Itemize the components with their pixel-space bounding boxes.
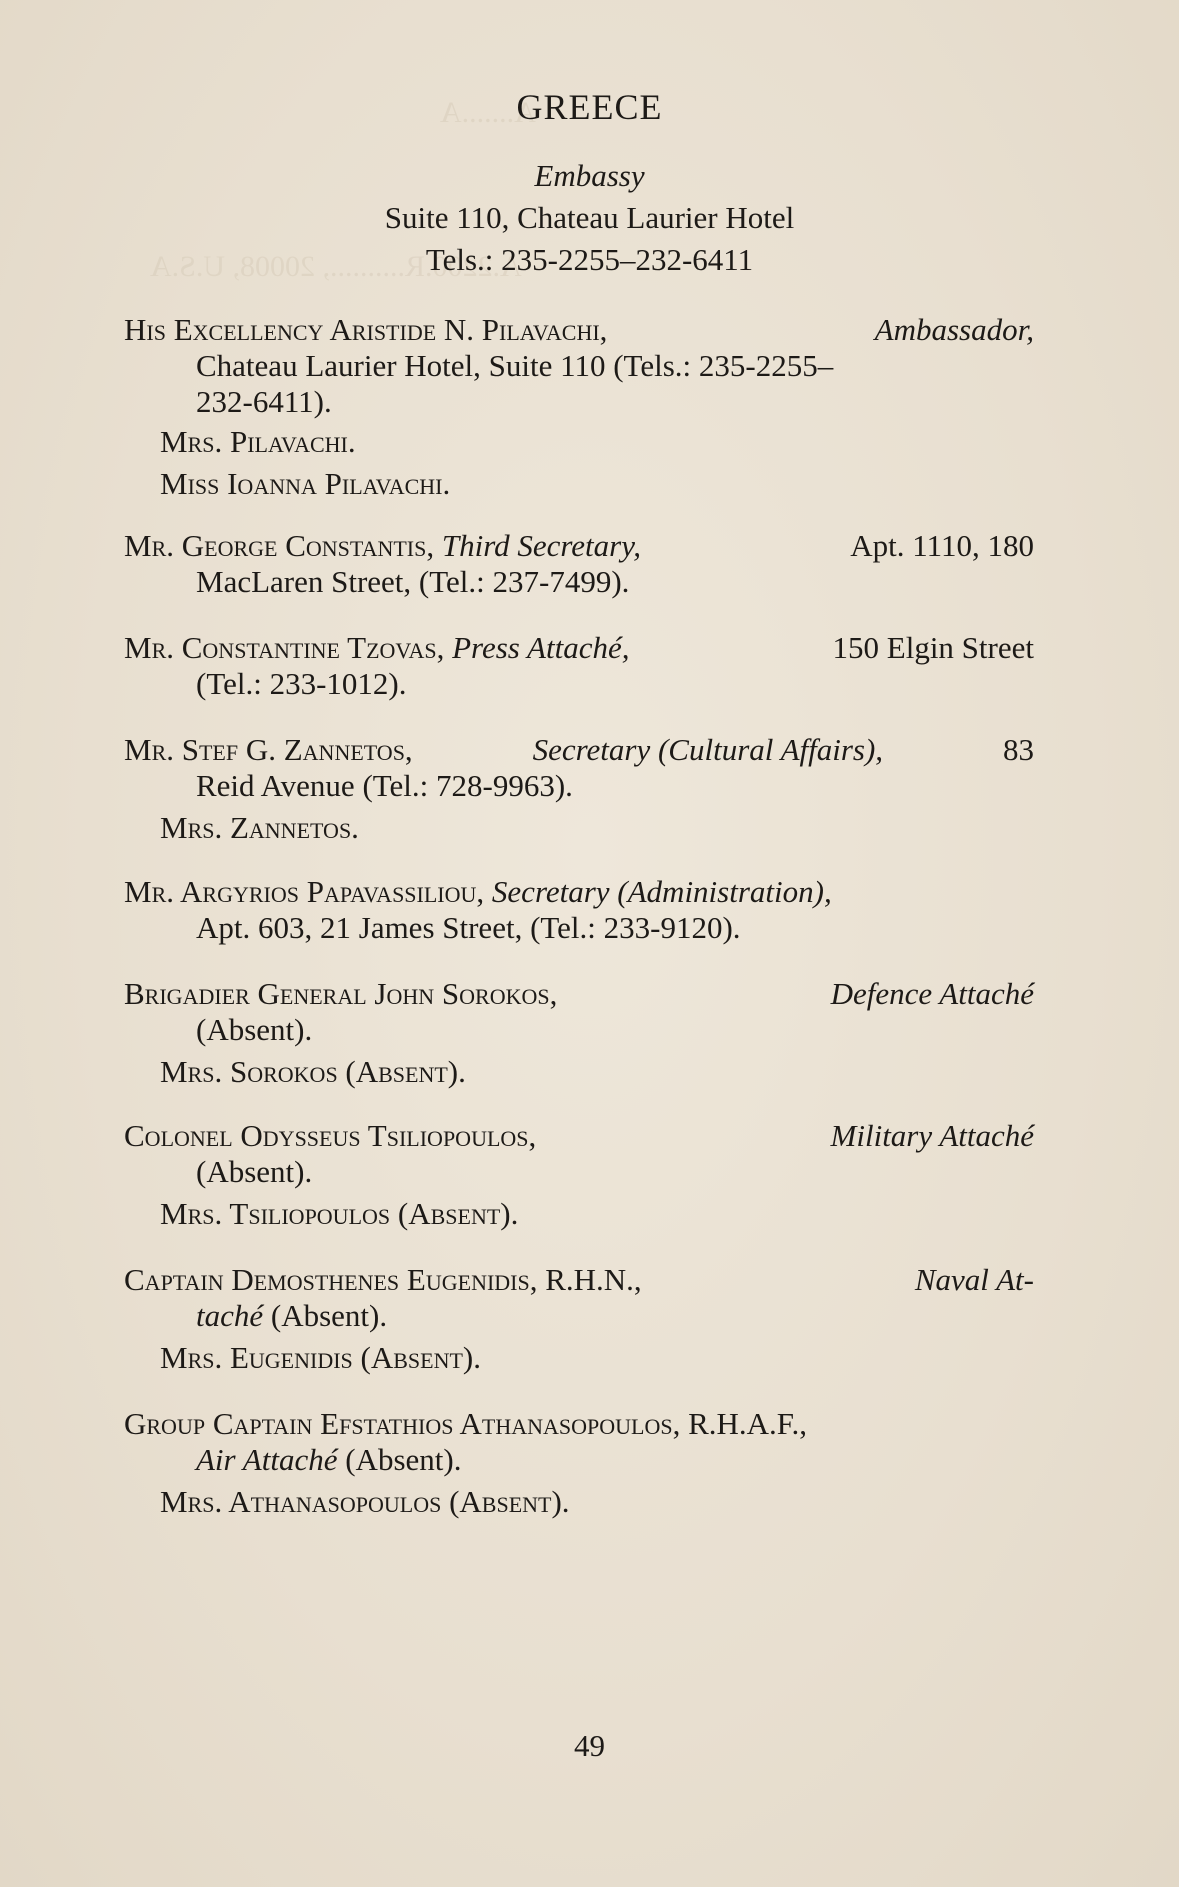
person-role: Defence Attaché: [830, 976, 1034, 1011]
entry-tzovas: [124, 630, 1034, 702]
person-role: Military Attaché: [830, 1118, 1034, 1153]
spouse-line: [160, 1054, 1034, 1090]
mission-address: Suite 110, Chateau Laurier Hotel: [384, 200, 795, 235]
person-address: 232-6411).: [196, 384, 332, 419]
spouse-name: Mrs. Athanasopoulos (Absent).: [160, 1484, 570, 1519]
person-address: MacLaren Street, (Tel.: 237-7499).: [196, 564, 630, 599]
mission-type: Embassy: [534, 158, 645, 193]
spouse-line: [160, 424, 1034, 460]
spouse-name: Mrs. Pilavachi.: [160, 424, 356, 459]
spouse-name: Mrs. Tsiliopoulos (Absent).: [160, 1196, 519, 1231]
person-address: 150 Elgin Street: [832, 630, 1034, 665]
family-line: [160, 466, 1034, 502]
person-address: Reid Avenue (Tel.: 728-9963).: [196, 768, 573, 803]
person-name: Mr. Argyrios Papavassiliou,: [124, 874, 485, 909]
person-role: Naval At-: [914, 1262, 1034, 1297]
spouse-line: [160, 1196, 1034, 1232]
person-name: Mr. George Constantis,: [124, 528, 435, 563]
person-role: taché: [196, 1298, 264, 1333]
person-address: Apt. 1110, 180: [850, 528, 1034, 563]
person-address: Chateau Laurier Hotel, Suite 110 (Tels.: 235-2255–: [196, 348, 834, 383]
spouse-line: [160, 1340, 1034, 1376]
family-member-name: Miss Ioanna Pilavachi.: [160, 466, 451, 501]
person-name: Brigadier General John Sorokos,: [124, 976, 558, 1011]
person-role: Press Attaché,: [452, 630, 630, 665]
person-status: (Absent).: [270, 1298, 388, 1333]
spouse-line: [160, 1484, 1034, 1520]
country-heading: GREECE: [516, 87, 663, 127]
person-name: His Excellency Aristide N. Pilavachi,: [124, 312, 608, 347]
person-status: (Absent).: [196, 1154, 313, 1189]
person-status: (Absent).: [196, 1012, 313, 1047]
entry-sorokos: [124, 976, 1034, 1048]
entry-zannetos: [124, 732, 1034, 804]
entry-athanasopoulos: [124, 1406, 1034, 1478]
person-status: (Absent).: [345, 1442, 462, 1477]
person-role: Ambassador,: [874, 312, 1034, 347]
spouse-line: [160, 810, 1034, 846]
person-role: Air Attaché: [196, 1442, 338, 1477]
person-name: Mr. Stef G. Zannetos,: [124, 732, 413, 767]
spouse-name: Mrs. Sorokos (Absent).: [160, 1054, 466, 1089]
person-name: Captain Demosthenes Eugenidis, R.H.N.,: [124, 1262, 642, 1297]
person-role: Secretary (Cultural Affairs),: [532, 732, 884, 767]
spouse-name: Mrs. Zannetos.: [160, 810, 359, 845]
person-name: Colonel Odysseus Tsiliopoulos,: [124, 1118, 537, 1153]
entry-papavassiliou: [124, 874, 1034, 946]
person-name: Group Captain Efstathios Athanasopoulos, R.H.A.F.,: [124, 1406, 808, 1441]
person-address: Apt. 603, 21 James Street, (Tel.: 233-9120).: [196, 910, 741, 945]
bleed-through-text: A.2200.R.........., 20008, U.S.A: [150, 250, 522, 283]
person-role: Third Secretary,: [441, 528, 642, 563]
spouse-name: Mrs. Eugenidis (Absent).: [160, 1340, 481, 1375]
entry-tsiliopoulos: [124, 1118, 1034, 1190]
entry-eugenidis: [124, 1262, 1034, 1334]
bleed-through-text: A.......A: [440, 96, 536, 129]
page-number: 49: [574, 1728, 605, 1763]
entry-constantis: [124, 528, 1034, 600]
person-role: Secretary (Administration),: [491, 874, 832, 909]
person-name: Mr. Constantine Tzovas,: [124, 630, 445, 665]
mission-telephones: Tels.: 235-2255–232-6411: [425, 242, 754, 277]
person-address: 83: [1002, 732, 1034, 767]
entry-ambassador: [124, 312, 1034, 420]
person-address: (Tel.: 233-1012).: [196, 666, 407, 701]
